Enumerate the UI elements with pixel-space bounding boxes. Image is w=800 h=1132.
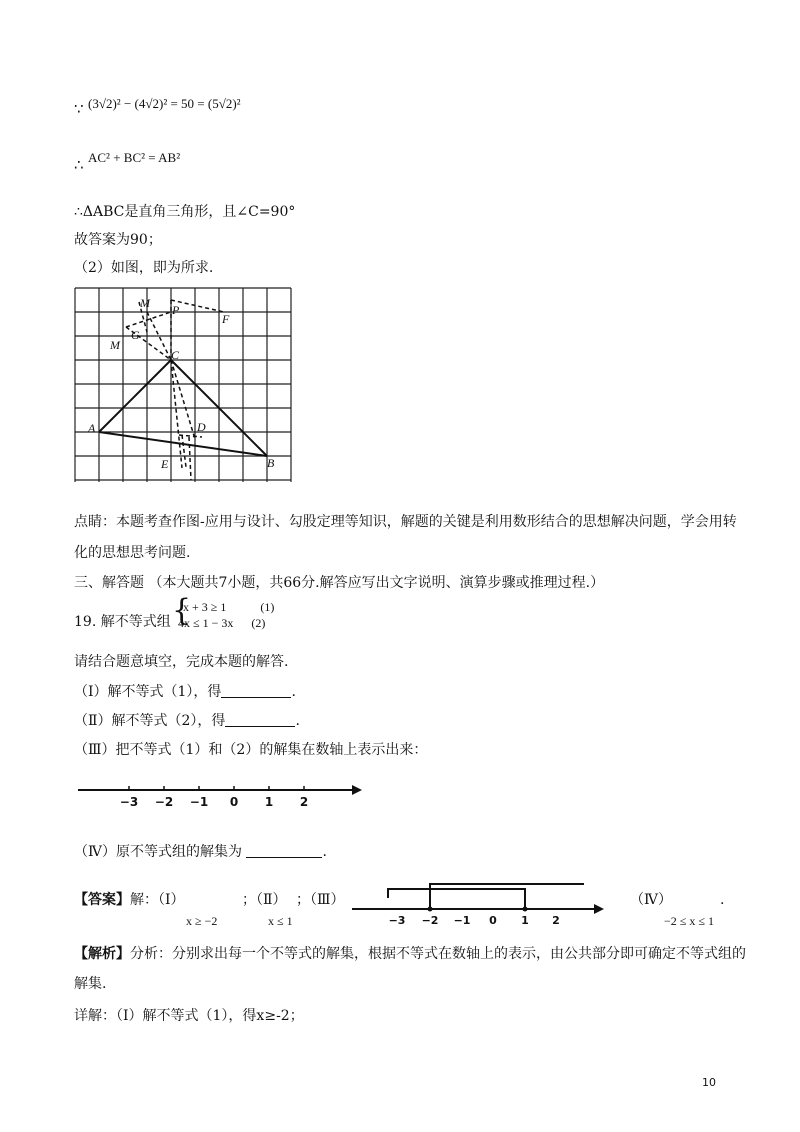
equation-line-1: (3√2)² − (4√2)² = 50 = (5√2)² (88, 96, 241, 111)
grid-figure (74, 287, 296, 483)
label-e: E (161, 457, 169, 471)
label-d: D (197, 420, 206, 434)
conclusion-line: ∴ΔABC是直角三角形，且∠C=90° (74, 204, 296, 220)
answer-sep-4: （Ⅳ） (630, 892, 672, 908)
remark-line-1: 点睛：本题考查作图-应用与设计、勾股定理等知识，解题的关键是利用数形结合的思想解决问题，学会用转 (74, 514, 737, 530)
q19-step-3: （Ⅲ）把不等式（1）和（2）的解集在数轴上表示出来： (74, 742, 428, 758)
tick-label: 1 (521, 914, 529, 924)
q19-step-2: （Ⅱ）解不等式（2），得 . (74, 713, 300, 729)
tick-label: 2 (552, 914, 560, 924)
q19-step-1: （Ⅰ）解不等式（1），得 . (74, 684, 296, 700)
tick-label: 2 (299, 795, 309, 809)
label-g: G (131, 328, 140, 342)
tick-label: −3 (388, 914, 406, 924)
blank-2[interactable] (225, 713, 295, 727)
tick-label: 0 (229, 795, 239, 809)
tick-label: −2 (421, 914, 439, 924)
analysis-line-1: 【解析】分析：分别求出每一个不等式的解集，根据不等式在数轴上的表示，由公共部分即可确定不等式组的 (74, 946, 746, 962)
part-2-line: （2）如图，即为所求. (74, 260, 214, 276)
analysis-line-3: 详解：（Ⅰ）解不等式（1），得x≥-2； (74, 1008, 304, 1024)
label-b: B (267, 456, 275, 470)
therefore-because-symbol: ∵ (74, 100, 84, 118)
answer-line: 故答案为90； (74, 232, 162, 248)
tick-label: −2 (154, 795, 174, 809)
section-3-heading: 三、解答题 （本大题共7小题，共66分.解答应写出文字说明、演算步骤或推理过程.） (74, 575, 605, 591)
label-m-top: M (140, 296, 150, 310)
answer-sep-2: ；（Ⅱ） (242, 892, 287, 908)
answer-end: . (720, 892, 725, 908)
remark-line-2: 化的思想思考问题. (74, 545, 191, 561)
page-number: 10 (702, 1076, 716, 1089)
answer-row: 【答案】解：（Ⅰ） (74, 892, 185, 908)
system-brace: { (172, 593, 192, 628)
label-p: P (172, 303, 180, 317)
arrow-right-icon (594, 904, 604, 914)
q19-instruction: 请结合题意填空，完成本题的解答. (74, 654, 289, 670)
label-m: M (110, 338, 120, 352)
number-line (78, 780, 368, 810)
arrow-right-icon (352, 785, 362, 795)
tick-label: −3 (119, 795, 139, 809)
inequality-1: x + 3 ≥ 1 (1) (183, 600, 275, 614)
answer-sep-3: ；（Ⅲ） (296, 892, 345, 908)
label-f: F (222, 312, 230, 326)
closed-dot-icon (428, 907, 433, 912)
equation-line-2: AC² + BC² = AB² (88, 150, 181, 165)
blank-1[interactable] (221, 684, 291, 698)
answer-4: −2 ≤ x ≤ 1 (664, 914, 714, 928)
answer-number-line (352, 880, 608, 924)
answer-1: x ≥ −2 (186, 914, 218, 928)
tick-label: 1 (264, 795, 274, 809)
q19-step-4: （Ⅳ）原不等式组的解集为 . (74, 844, 327, 860)
blank-4[interactable] (246, 844, 322, 858)
closed-dot-icon (523, 907, 528, 912)
tick-label: −1 (189, 795, 209, 809)
q19-prefix: 19. 解不等式组 (74, 614, 171, 630)
answer-2: x ≤ 1 (268, 914, 293, 928)
inequality-2: 4x ≤ 1 − 3x (2) (178, 616, 266, 630)
tick-label: −1 (453, 914, 471, 924)
label-c: C (171, 348, 180, 362)
therefore-symbol: ∴ (74, 156, 84, 174)
analysis-line-2: 解集. (74, 976, 107, 992)
label-a: A (88, 421, 96, 435)
tick-label: 0 (489, 914, 497, 924)
